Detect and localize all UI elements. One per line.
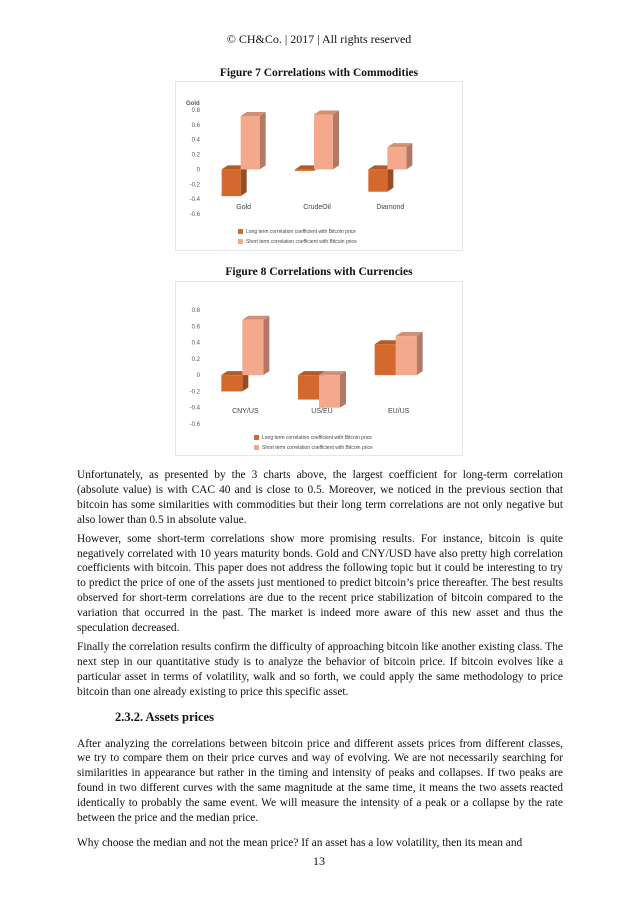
x-category-label: EU/US — [387, 408, 410, 415]
y-tick-label: -0.4 — [189, 197, 200, 204]
bar — [387, 143, 412, 169]
paragraph: Unfortunately, as presented by the 3 charts above, the largest coefficient for long-term correlation (absolute value) is with CAC 40 and is close to 0.5. Moreover, we noticed in the previous section that bitcoin has some similarities with commodities but their long term correlations are not only negative but also lower than 0.5 in absolute value. — [77, 469, 563, 526]
y-tick-label: 0 — [196, 373, 200, 380]
chart-title: Gold — [186, 101, 200, 107]
y-tick-label: 0 — [196, 167, 200, 174]
legend-label: Short term correlation coefficient with Bitcoin price — [262, 445, 373, 451]
y-tick-label: 0.4 — [191, 340, 200, 347]
bar — [242, 316, 269, 375]
y-tick-label: -0.4 — [189, 405, 200, 412]
y-tick-label: -0.6 — [189, 422, 200, 428]
figure-8-chart — [175, 281, 463, 456]
y-tick-label: -0.2 — [189, 389, 200, 396]
y-tick-label: 0.2 — [191, 152, 200, 159]
page-number: 13 — [313, 854, 325, 868]
legend-swatch — [238, 229, 243, 234]
bar — [396, 332, 423, 375]
paragraph: After analyzing the correlations between bitcoin price and different assets prices from different classes, we try to compare them on their price curves and way of evolving. We are not necessarily searching for similarities in appearance but rather in the timing and intensity of peaks and collapses. If two peaks are found in two different curves with the same magnitude at the same time, it means the two assets reacted identically to probably the same event. We will measure the intensity of a peak or a collapse by the rate between the price and the median price. — [77, 737, 563, 825]
y-tick-label: 0.4 — [191, 137, 200, 144]
y-tick-label: 0.6 — [191, 122, 200, 129]
y-tick-label: 0.8 — [191, 308, 200, 314]
x-category-label: US/EU — [311, 408, 333, 415]
legend-swatch — [238, 239, 243, 244]
y-tick-label: -0.6 — [189, 212, 200, 218]
figure-8-caption: Figure 8 Correlations with Currencies — [225, 266, 413, 278]
bar — [241, 112, 266, 169]
legend-label: Long term correlation coefficient with Bitcoin price — [246, 229, 356, 235]
x-category-label: Gold — [236, 204, 252, 211]
y-tick-label: 0.6 — [191, 324, 200, 331]
figure-7-caption: Figure 7 Correlations with Commodities — [219, 67, 419, 79]
body-text — [77, 468, 563, 855]
paragraph: Finally the correlation results confirm the difficulty of approaching bitcoin like another existing class. The next step in our quantitative study is to analyze the behavior of bitcoin price. If bitcoin evolves like a particular asset in terms of volatility, walk and so forth, we could apply the same methodology to price bitcoin than one already existing to price this specific asset. — [77, 640, 563, 698]
legend-swatch — [254, 445, 259, 450]
x-category-label: Diamond — [376, 204, 405, 211]
x-category-label: CNY/US — [232, 408, 259, 415]
y-tick-label: 0.2 — [191, 356, 200, 363]
y-tick-label: -0.2 — [189, 182, 200, 189]
paragraph: Why choose the median and not the mean price? If an asset has a low volatility, then its mean and — [77, 836, 523, 849]
x-category-label: CrudeOil — [303, 204, 331, 211]
bar — [314, 110, 339, 169]
legend-label: Long term correlation coefficient with Bitcoin price — [262, 435, 372, 441]
bar — [222, 165, 247, 196]
paragraph: However, some short-term correlations show more promising results. For instance, bitcoin is quite negatively correlated with 10 years maturity bonds. Gold and CNY/USD have also pretty high correlation coefficients with bitcoin. This paper does not address the following topic but it could be interesting to try to predict the price of one of the assets just mentioned to predict bitcoin’s price thereafter. The best results observed for short-term correlations are due to the recent price stabilization of bitcoin compared to the variation that occurred in the past. The market is indeed more aware of this new asset and thus the speculation decreased. — [77, 532, 563, 635]
page-header: © CH&Co. | 2017 | All rights reserved — [226, 32, 412, 46]
legend-label: Short term correlation coefficient with Bitcoin price — [246, 239, 357, 245]
bar — [319, 371, 346, 408]
section-heading: 2.3.2. Assets prices — [115, 709, 214, 724]
legend-swatch — [254, 435, 259, 440]
figure-7-chart — [175, 81, 463, 251]
y-tick-label: 0.8 — [191, 108, 200, 114]
